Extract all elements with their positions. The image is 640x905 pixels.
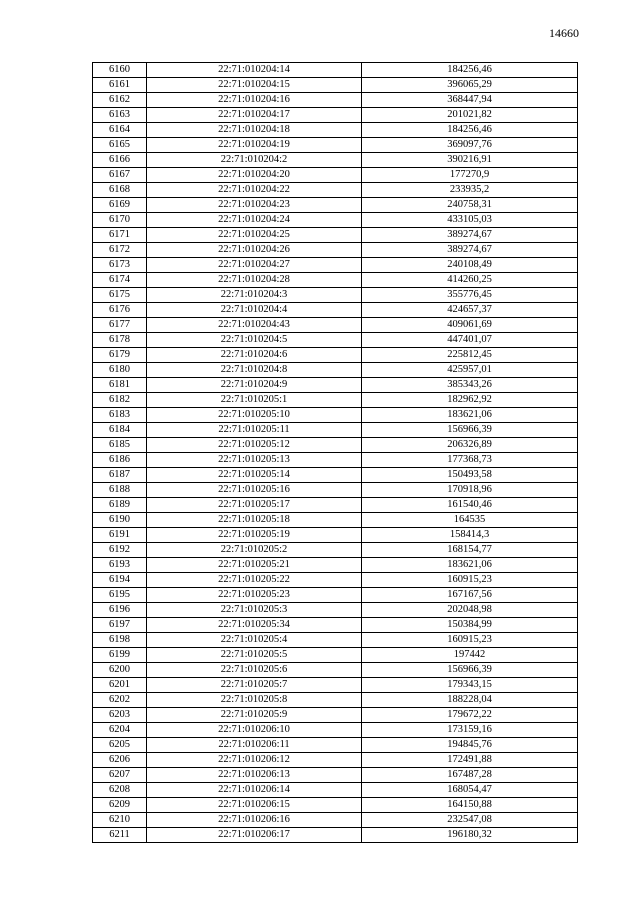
row-number-cell: 6162 (93, 93, 147, 108)
table-row (93, 198, 578, 213)
table-row (93, 243, 578, 258)
row-number-cell: 6192 (93, 543, 147, 558)
table-row (93, 228, 578, 243)
table-row (93, 408, 578, 423)
row-number-cell: 6199 (93, 648, 147, 663)
row-number-cell: 6176 (93, 303, 147, 318)
value-cell: 158414,3 (362, 528, 578, 543)
table-row (93, 288, 578, 303)
table-row (93, 138, 578, 153)
value-cell: 396065,29 (362, 78, 578, 93)
table-row (93, 633, 578, 648)
cadastral-number-cell: 22:71:010205:4 (147, 633, 362, 648)
value-cell: 433105,03 (362, 213, 578, 228)
cadastral-number-cell: 22:71:010204:14 (147, 63, 362, 78)
cadastral-number-cell: 22:71:010204:23 (147, 198, 362, 213)
cadastral-number-cell: 22:71:010205:3 (147, 603, 362, 618)
value-cell: 172491,88 (362, 753, 578, 768)
cadastral-number-cell: 22:71:010204:22 (147, 183, 362, 198)
row-number-cell: 6196 (93, 603, 147, 618)
cadastral-number-cell: 22:71:010204:16 (147, 93, 362, 108)
value-cell: 368447,94 (362, 93, 578, 108)
table-row (93, 663, 578, 678)
row-number-cell: 6173 (93, 258, 147, 273)
table-row (93, 573, 578, 588)
value-cell: 197442 (362, 648, 578, 663)
cadastral-number-cell: 22:71:010204:17 (147, 108, 362, 123)
cadastral-number-cell: 22:71:010205:21 (147, 558, 362, 573)
table-row (93, 513, 578, 528)
cadastral-number-cell: 22:71:010205:9 (147, 708, 362, 723)
cadastral-number-cell: 22:71:010204:8 (147, 363, 362, 378)
row-number-cell: 6201 (93, 678, 147, 693)
table-row (93, 648, 578, 663)
table-row (93, 123, 578, 138)
value-cell: 385343,26 (362, 378, 578, 393)
row-number-cell: 6189 (93, 498, 147, 513)
table-row (93, 93, 578, 108)
row-number-cell: 6208 (93, 783, 147, 798)
table-row (93, 723, 578, 738)
cadastral-number-cell: 22:71:010205:18 (147, 513, 362, 528)
table-row (93, 528, 578, 543)
table-row (93, 303, 578, 318)
row-number-cell: 6161 (93, 78, 147, 93)
cadastral-number-cell: 22:71:010205:11 (147, 423, 362, 438)
table-row (93, 558, 578, 573)
value-cell: 233935,2 (362, 183, 578, 198)
cadastral-number-cell: 22:71:010206:14 (147, 783, 362, 798)
value-cell: 369097,76 (362, 138, 578, 153)
table-row (93, 543, 578, 558)
value-cell: 167167,56 (362, 588, 578, 603)
cadastral-number-cell: 22:71:010204:2 (147, 153, 362, 168)
row-number-cell: 6166 (93, 153, 147, 168)
cadastral-number-cell: 22:71:010205:34 (147, 618, 362, 633)
table-row (93, 768, 578, 783)
table-row (93, 378, 578, 393)
row-number-cell: 6204 (93, 723, 147, 738)
cadastral-number-cell: 22:71:010204:3 (147, 288, 362, 303)
value-cell: 179672,22 (362, 708, 578, 723)
row-number-cell: 6179 (93, 348, 147, 363)
row-number-cell: 6200 (93, 663, 147, 678)
cadastral-number-cell: 22:71:010206:15 (147, 798, 362, 813)
value-cell: 424657,37 (362, 303, 578, 318)
cadastral-number-cell: 22:71:010204:4 (147, 303, 362, 318)
value-cell: 409061,69 (362, 318, 578, 333)
cadastral-number-cell: 22:71:010204:18 (147, 123, 362, 138)
row-number-cell: 6210 (93, 813, 147, 828)
row-number-cell: 6164 (93, 123, 147, 138)
value-cell: 206326,89 (362, 438, 578, 453)
value-cell: 156966,39 (362, 663, 578, 678)
cadastral-number-cell: 22:71:010205:12 (147, 438, 362, 453)
row-number-cell: 6181 (93, 378, 147, 393)
row-number-cell: 6198 (93, 633, 147, 648)
registry-table (92, 62, 578, 843)
value-cell: 177368,73 (362, 453, 578, 468)
row-number-cell: 6209 (93, 798, 147, 813)
value-cell: 161540,46 (362, 498, 578, 513)
cadastral-number-cell: 22:71:010205:16 (147, 483, 362, 498)
value-cell: 179343,15 (362, 678, 578, 693)
table-row (93, 828, 578, 843)
cadastral-number-cell: 22:71:010205:22 (147, 573, 362, 588)
table-row (93, 183, 578, 198)
row-number-cell: 6195 (93, 588, 147, 603)
table-row (93, 603, 578, 618)
value-cell: 156966,39 (362, 423, 578, 438)
value-cell: 160915,23 (362, 573, 578, 588)
row-number-cell: 6206 (93, 753, 147, 768)
cadastral-number-cell: 22:71:010204:9 (147, 378, 362, 393)
table-row (93, 348, 578, 363)
row-number-cell: 6186 (93, 453, 147, 468)
value-cell: 168054,47 (362, 783, 578, 798)
cadastral-number-cell: 22:71:010204:20 (147, 168, 362, 183)
value-cell: 232547,08 (362, 813, 578, 828)
table-row (93, 108, 578, 123)
value-cell: 183621,06 (362, 408, 578, 423)
table-row (93, 783, 578, 798)
table-row (93, 258, 578, 273)
cadastral-number-cell: 22:71:010206:12 (147, 753, 362, 768)
row-number-cell: 6191 (93, 528, 147, 543)
table-row (93, 708, 578, 723)
table-row (93, 213, 578, 228)
cadastral-number-cell: 22:71:010206:16 (147, 813, 362, 828)
row-number-cell: 6207 (93, 768, 147, 783)
value-cell: 240758,31 (362, 198, 578, 213)
page-number: 14660 (549, 26, 579, 40)
table-row (93, 363, 578, 378)
registry-table-body (93, 63, 578, 843)
value-cell: 184256,46 (362, 63, 578, 78)
cadastral-number-cell: 22:71:010205:17 (147, 498, 362, 513)
value-cell: 390216,91 (362, 153, 578, 168)
row-number-cell: 6188 (93, 483, 147, 498)
cadastral-number-cell: 22:71:010205:5 (147, 648, 362, 663)
row-number-cell: 6178 (93, 333, 147, 348)
value-cell: 196180,32 (362, 828, 578, 843)
cadastral-number-cell: 22:71:010204:28 (147, 273, 362, 288)
table-row (93, 813, 578, 828)
row-number-cell: 6171 (93, 228, 147, 243)
row-number-cell: 6211 (93, 828, 147, 843)
value-cell: 389274,67 (362, 243, 578, 258)
row-number-cell: 6193 (93, 558, 147, 573)
cadastral-number-cell: 22:71:010205:8 (147, 693, 362, 708)
row-number-cell: 6163 (93, 108, 147, 123)
table-row (93, 483, 578, 498)
cadastral-number-cell: 22:71:010204:5 (147, 333, 362, 348)
table-row (93, 798, 578, 813)
value-cell: 150493,58 (362, 468, 578, 483)
value-cell: 184256,46 (362, 123, 578, 138)
row-number-cell: 6184 (93, 423, 147, 438)
row-number-cell: 6177 (93, 318, 147, 333)
cadastral-number-cell: 22:71:010204:43 (147, 318, 362, 333)
cadastral-number-cell: 22:71:010206:13 (147, 768, 362, 783)
row-number-cell: 6185 (93, 438, 147, 453)
value-cell: 160915,23 (362, 633, 578, 648)
row-number-cell: 6182 (93, 393, 147, 408)
table-row (93, 168, 578, 183)
value-cell: 389274,67 (362, 228, 578, 243)
value-cell: 164150,88 (362, 798, 578, 813)
value-cell: 447401,07 (362, 333, 578, 348)
cadastral-number-cell: 22:71:010205:6 (147, 663, 362, 678)
value-cell: 168154,77 (362, 543, 578, 558)
table-row (93, 333, 578, 348)
row-number-cell: 6187 (93, 468, 147, 483)
cadastral-number-cell: 22:71:010204:19 (147, 138, 362, 153)
value-cell: 425957,01 (362, 363, 578, 378)
table-row (93, 618, 578, 633)
table-row (93, 588, 578, 603)
value-cell: 177270,9 (362, 168, 578, 183)
value-cell: 355776,45 (362, 288, 578, 303)
value-cell: 414260,25 (362, 273, 578, 288)
cadastral-number-cell: 22:71:010205:7 (147, 678, 362, 693)
value-cell: 170918,96 (362, 483, 578, 498)
cadastral-number-cell: 22:71:010204:25 (147, 228, 362, 243)
cadastral-number-cell: 22:71:010204:6 (147, 348, 362, 363)
value-cell: 188228,04 (362, 693, 578, 708)
cadastral-number-cell: 22:71:010205:10 (147, 408, 362, 423)
cadastral-number-cell: 22:71:010205:2 (147, 543, 362, 558)
table-row (93, 273, 578, 288)
cadastral-number-cell: 22:71:010205:13 (147, 453, 362, 468)
row-number-cell: 6202 (93, 693, 147, 708)
row-number-cell: 6169 (93, 198, 147, 213)
table-row (93, 453, 578, 468)
cadastral-number-cell: 22:71:010204:27 (147, 258, 362, 273)
cadastral-number-cell: 22:71:010205:1 (147, 393, 362, 408)
value-cell: 164535 (362, 513, 578, 528)
row-number-cell: 6194 (93, 573, 147, 588)
value-cell: 173159,16 (362, 723, 578, 738)
row-number-cell: 6183 (93, 408, 147, 423)
cadastral-number-cell: 22:71:010205:23 (147, 588, 362, 603)
value-cell: 202048,98 (362, 603, 578, 618)
value-cell: 167487,28 (362, 768, 578, 783)
cadastral-number-cell: 22:71:010204:15 (147, 78, 362, 93)
table-row (93, 153, 578, 168)
table-row (93, 63, 578, 78)
cadastral-number-cell: 22:71:010206:10 (147, 723, 362, 738)
table-row (93, 678, 578, 693)
table-row (93, 318, 578, 333)
value-cell: 201021,82 (362, 108, 578, 123)
value-cell: 150384,99 (362, 618, 578, 633)
table-row (93, 423, 578, 438)
cadastral-number-cell: 22:71:010204:26 (147, 243, 362, 258)
table-row (93, 393, 578, 408)
table-row (93, 693, 578, 708)
row-number-cell: 6180 (93, 363, 147, 378)
table-row (93, 753, 578, 768)
value-cell: 240108,49 (362, 258, 578, 273)
table-row (93, 468, 578, 483)
row-number-cell: 6197 (93, 618, 147, 633)
value-cell: 183621,06 (362, 558, 578, 573)
row-number-cell: 6170 (93, 213, 147, 228)
cadastral-number-cell: 22:71:010204:24 (147, 213, 362, 228)
cadastral-number-cell: 22:71:010205:19 (147, 528, 362, 543)
value-cell: 225812,45 (362, 348, 578, 363)
table-row (93, 738, 578, 753)
cadastral-number-cell: 22:71:010206:11 (147, 738, 362, 753)
row-number-cell: 6190 (93, 513, 147, 528)
row-number-cell: 6160 (93, 63, 147, 78)
table-row (93, 78, 578, 93)
row-number-cell: 6172 (93, 243, 147, 258)
row-number-cell: 6165 (93, 138, 147, 153)
value-cell: 182962,92 (362, 393, 578, 408)
row-number-cell: 6205 (93, 738, 147, 753)
row-number-cell: 6167 (93, 168, 147, 183)
cadastral-number-cell: 22:71:010206:17 (147, 828, 362, 843)
cadastral-number-cell: 22:71:010205:14 (147, 468, 362, 483)
row-number-cell: 6168 (93, 183, 147, 198)
table-row (93, 438, 578, 453)
row-number-cell: 6174 (93, 273, 147, 288)
row-number-cell: 6175 (93, 288, 147, 303)
table-row (93, 498, 578, 513)
value-cell: 194845,76 (362, 738, 578, 753)
row-number-cell: 6203 (93, 708, 147, 723)
